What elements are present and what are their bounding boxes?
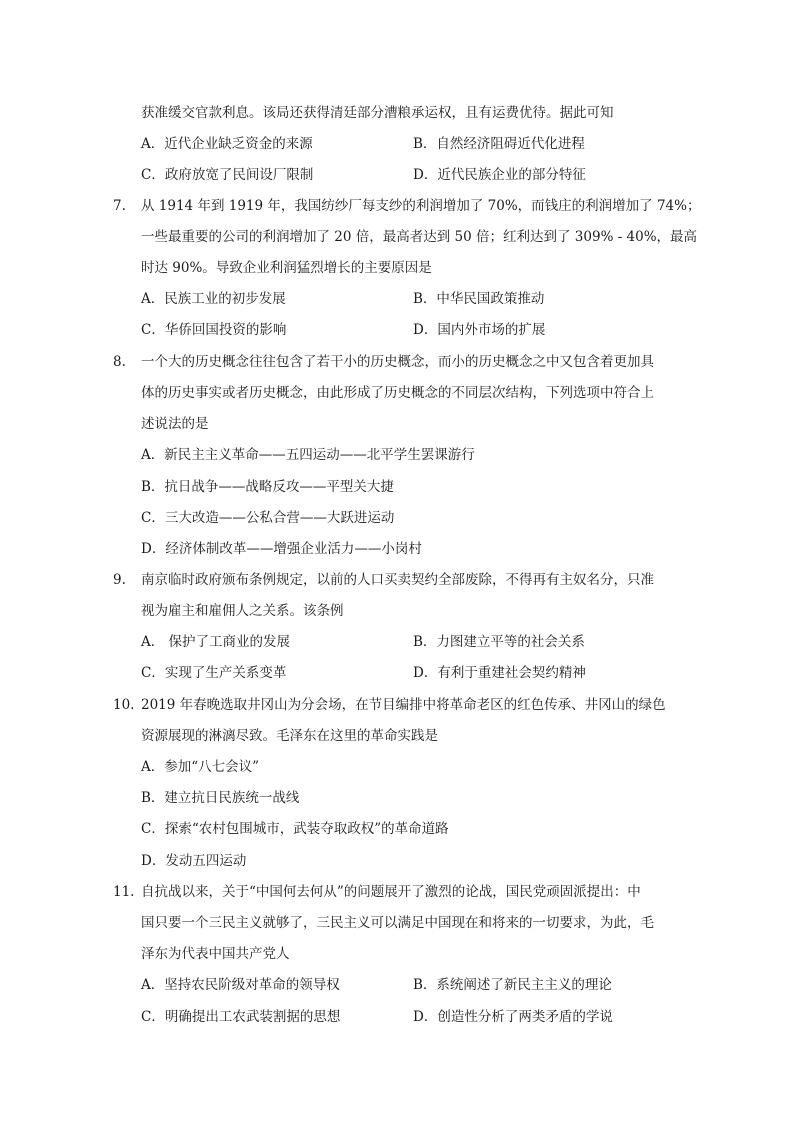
q7-number: 7. xyxy=(113,198,126,214)
q11-number: 11. xyxy=(113,884,135,900)
q11-option-b[interactable]: B．系统阐述了新民主主义的理论 xyxy=(413,977,612,993)
q11-stem-line-3: 泽东为代表中国共产党人 xyxy=(141,946,290,962)
q8-option-d[interactable]: D．经济体制改革——增强企业活力——小岗村 xyxy=(141,541,422,557)
q10-option-c[interactable]: C．探索“农村包围城市，武装夺取政权”的革命道路 xyxy=(141,821,449,837)
q10-option-b[interactable]: B．建立抗日民族统一战线 xyxy=(141,790,300,806)
q9-option-a[interactable]: A． 保护了工商业的发展 xyxy=(141,634,291,650)
q7-option-a[interactable]: A．民族工业的初步发展 xyxy=(141,291,286,307)
q11-stem-line-1: 自抗战以来，关于“中国何去何从”的问题展开了激烈的论战，国民党顽固派提出：中 xyxy=(141,884,641,900)
q9-stem-line-2: 视为雇主和雇佣人之关系。该条例 xyxy=(141,603,344,619)
q10-stem-line-2: 资源展现的淋漓尽致。毛泽东在这里的革命实践是 xyxy=(141,728,438,744)
q7-option-d[interactable]: D．国内外市场的扩展 xyxy=(413,322,546,338)
q9-number: 9. xyxy=(113,572,126,588)
q8-stem-line-2: 体的历史事实或者历史概念，由此形成了历史概念的不同层次结构，下列选项中符合上 xyxy=(141,385,654,401)
q10-stem-line-1: 2019 年春晚选取井冈山为分会场，在节目编排中将革命老区的红色传承、井冈山的绿色 xyxy=(141,697,666,713)
q8-option-b[interactable]: B．抗日战争——战略反攻——平型关大捷 xyxy=(141,479,394,495)
q10-number: 10. xyxy=(113,697,135,713)
q6-stem-continuation: 获准缓交官款利息。该局还获得清廷部分漕粮承运权，且有运费优待。据此可知 xyxy=(141,105,614,121)
q6-option-a[interactable]: A．近代企业缺乏资金的来源 xyxy=(141,136,313,152)
q9-option-d[interactable]: D．有利于重建社会契约精神 xyxy=(413,665,586,681)
q11-option-d[interactable]: D．创造性分析了两类矛盾的学说 xyxy=(413,1009,613,1025)
q8-stem-line-3: 述说法的是 xyxy=(141,416,209,432)
q9-option-c[interactable]: C．实现了生产关系变革 xyxy=(141,665,287,681)
q10-option-a[interactable]: A．参加“八七会议” xyxy=(141,759,260,775)
q10-option-d[interactable]: D．发动五四运动 xyxy=(141,853,247,869)
q6-option-b[interactable]: B．自然经济阻碍近代化进程 xyxy=(413,136,585,152)
q9-option-b[interactable]: B．力图建立平等的社会关系 xyxy=(413,634,585,650)
q8-stem-line-1: 一个大的历史概念往往包含了若干小的历史概念，而小的历史概念之中又包含着更加具 xyxy=(141,354,654,370)
q8-number: 8. xyxy=(113,354,126,370)
q7-stem-line-3: 时达 90%。导致企业利润猛烈增长的主要原因是 xyxy=(141,260,432,276)
q6-option-d[interactable]: D．近代民族企业的部分特征 xyxy=(413,167,586,183)
q7-stem-line-1: 从 1914 年到 1919 年，我国纺纱厂每支纱的利润增加了 70%，而钱庄的利润增加了 74%； xyxy=(141,198,701,214)
q6-option-c[interactable]: C．政府放宽了民间设厂限制 xyxy=(141,167,314,183)
q8-option-a[interactable]: A．新民主主义革命——五四运动——北平学生罢课游行 xyxy=(141,447,475,463)
q11-stem-line-2: 国只要一个三民主义就够了，三民主义可以满足中国现在和将来的一切要求，为此，毛 xyxy=(141,915,654,931)
q7-stem-line-2: 一些最重要的公司的利润增加了 20 倍，最高者达到 50 倍；红利达到了 309% - 40%，最高 xyxy=(141,229,698,245)
q9-stem-line-1: 南京临时政府颁布条例规定，以前的人口买卖契约全部废除，不得再有主奴名分，只准 xyxy=(141,572,654,588)
q7-option-c[interactable]: C．华侨回国投资的影响 xyxy=(141,322,287,338)
q11-option-c[interactable]: C．明确提出工农武装割据的思想 xyxy=(141,1009,341,1025)
q7-option-b[interactable]: B．中华民国政策推动 xyxy=(413,291,545,307)
q11-option-a[interactable]: A．坚持农民阶级对革命的领导权 xyxy=(141,977,340,993)
q8-option-c[interactable]: C．三大改造——公私合营——大跃进运动 xyxy=(141,510,395,526)
